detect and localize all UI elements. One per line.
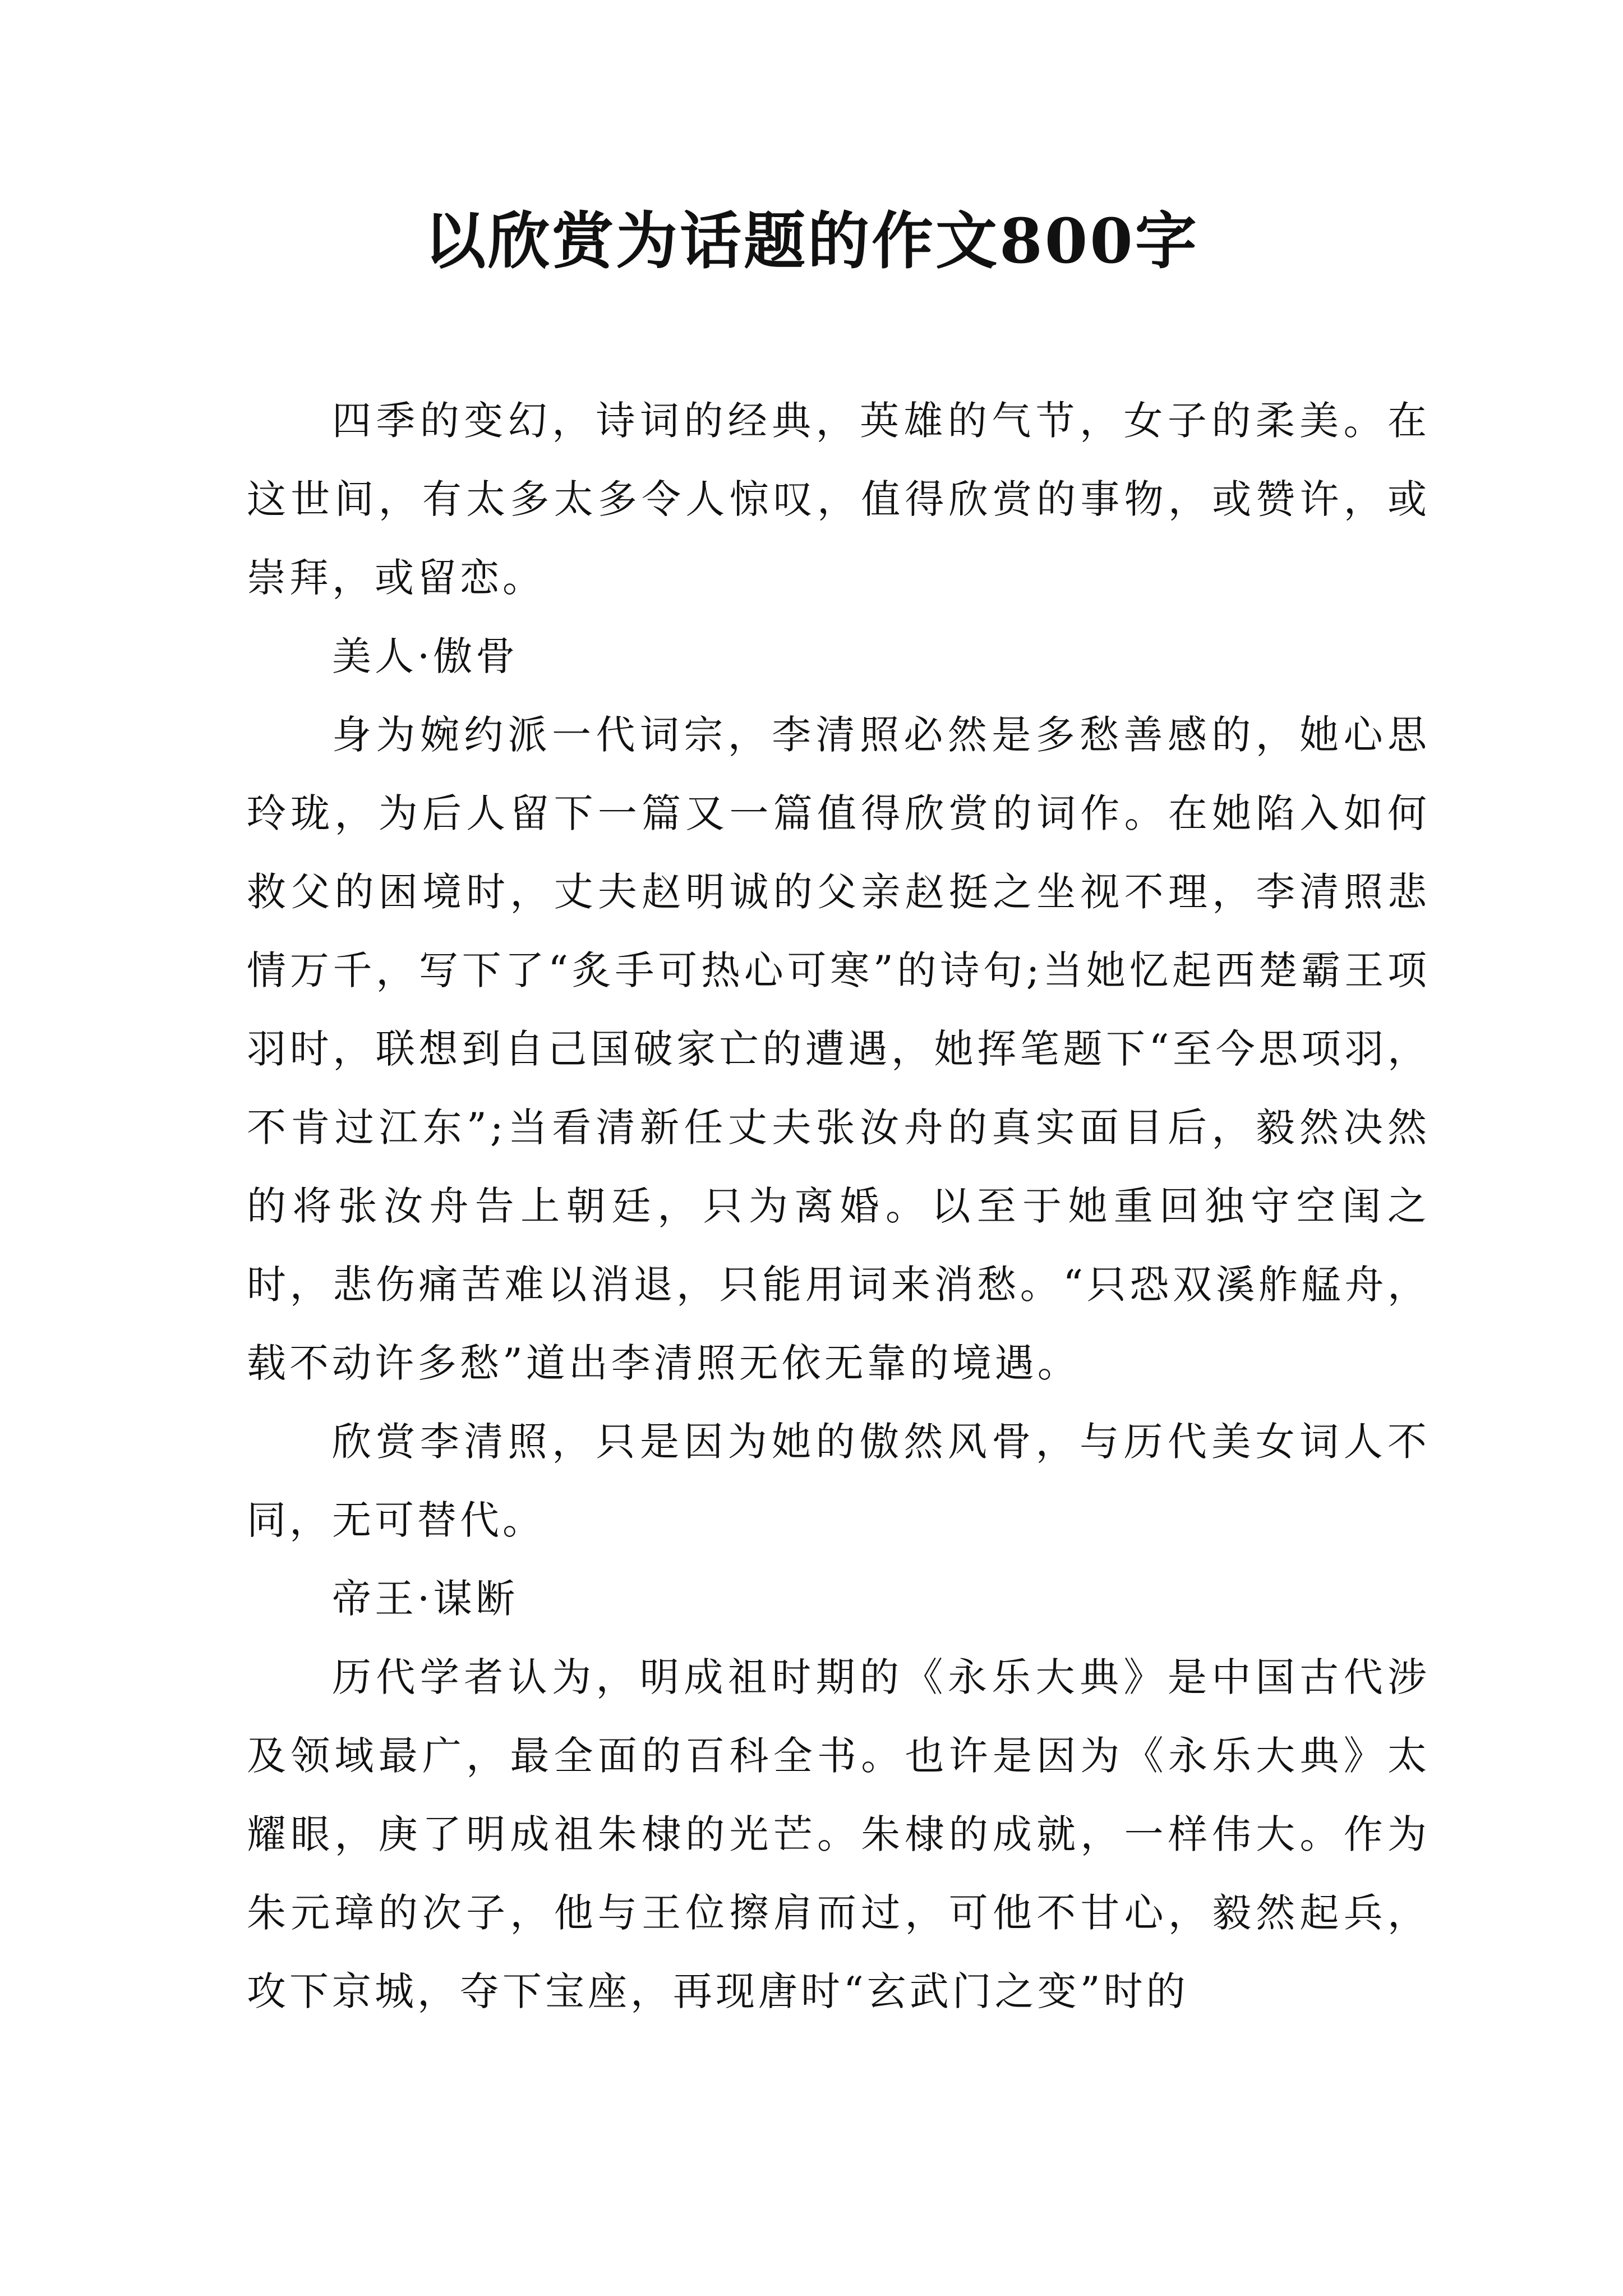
paragraph: 历代学者认为，明成祖时期的《永乐大典》是中国古代涉及领域最广，最全面的百科全书。也许是因为《永乐大典》太耀眼，庚了明成祖朱棣的光芒。朱棣的成就，一样伟大。作为朱元璋的次子，他与王位擦肩而过，可他不甘心，毅然起兵，攻下京城，夺下宝座，再现唐时“玄武门之变”时的 xyxy=(247,1654,1430,2014)
document-body xyxy=(247,381,1430,2031)
paragraph: 身为婉约派一代词宗，李清照必然是多愁善感的，她心思玲珑，为后人留下一篇又一篇值得欣赏的词作。在她陷入如何救父的困境时，丈夫赵明诚的父亲赵挺之坐视不理，李清照悲情万千，写下了“炙手可热心可寒”的诗句;当她忆起西楚霸王项羽时，联想到自己国破家亡的遭遇，她挥笔题下“至今思项羽，不肯过江东”;当看清新任丈夫张汝舟的真实面目后，毅然决然的将张汝舟告上朝廷，只为离婚。以至于她重回独守空闺之时，悲伤痛苦难以消退，只能用词来消愁。“只恐双溪舴艋舟，载不动许多愁”道出李清照无依无靠的境遇。 xyxy=(247,712,1430,1386)
paragraph: 欣赏李清照，只是因为她的傲然风骨，与历代美女词人不同，无可替代。 xyxy=(247,1419,1430,1543)
paragraph: 四季的变幻，诗词的经典，英雄的气节，女子的柔美。在这世间，有太多太多令人惊叹，值得欣赏的事物，或赞许，或崇拜，或留恋。 xyxy=(247,398,1430,601)
section-heading: 帝王·谋断 xyxy=(332,1576,519,1622)
document-title: 以欣赏为话题的作文800字 xyxy=(424,205,1199,277)
section-heading: 美人·傲骨 xyxy=(332,633,519,679)
